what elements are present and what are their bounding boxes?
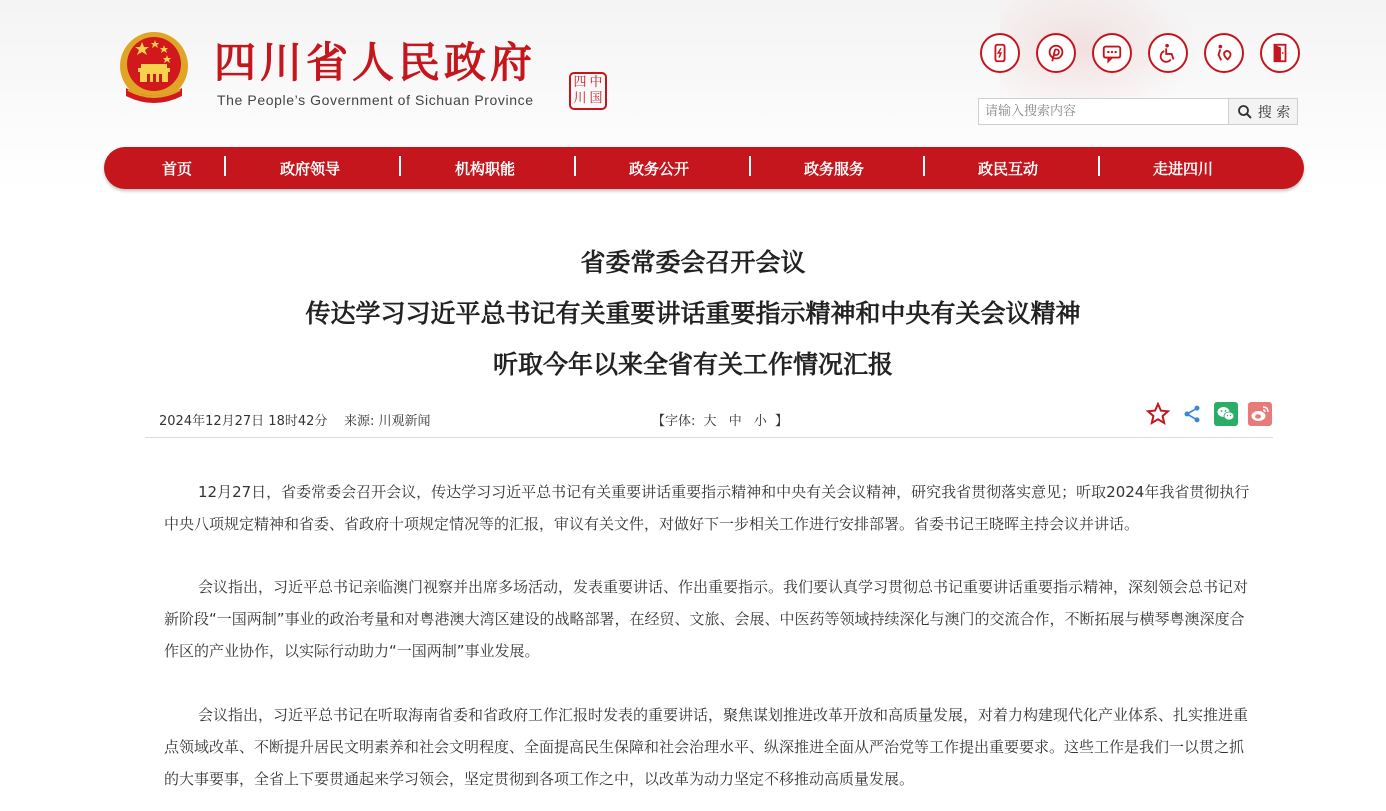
search-button[interactable] bbox=[1228, 99, 1297, 124]
mobile-icon[interactable] bbox=[980, 33, 1020, 73]
font-size-medium[interactable]: 中 bbox=[728, 414, 742, 429]
national-emblem-icon bbox=[114, 28, 194, 110]
accessibility-icon[interactable] bbox=[1148, 33, 1188, 73]
article-title-line-2: 传达学习习近平总书记有关重要讲话重要指示精神和中央有关会议精神 bbox=[305, 299, 1081, 328]
nav-item-open-gov[interactable]: 政务公开 bbox=[629, 160, 690, 178]
tool-icon-bar bbox=[980, 33, 1300, 73]
share-bar bbox=[1146, 402, 1272, 426]
exit-door-icon[interactable] bbox=[1260, 33, 1300, 73]
seal-char: 川 bbox=[573, 91, 587, 106]
publish-date: 2024年12月27日 18时42分 bbox=[159, 414, 328, 429]
article-title-line-3: 听取今年以来全省有关工作情况汇报 bbox=[492, 350, 893, 379]
nav-item-functions[interactable]: 机构职能 bbox=[455, 160, 516, 178]
font-size-prefix: 【字体: bbox=[652, 414, 696, 429]
nav-separator bbox=[923, 156, 925, 176]
site-subtitle: The People’s Government of Sichuan Province bbox=[217, 92, 534, 108]
article-paragraph: 会议指出，习近平总书记亲临澳门视察并出席多场活动，发表重要讲话、作出重要指示。我们要认真学习贯彻总书记重要讲话重要指示精神，深刻领会总书记对新阶段“一国两制”事业的政治考量和对粤港澳大湾区建设的战略部署，在经贸、文旅、会展、中医药等领域持续深化与澳门的交流合作，不断拓展与横琴粤澳深度合作区的产业协作，以实际行动助力“一国两制”事业发展。 bbox=[164, 578, 1249, 660]
nav-separator bbox=[574, 156, 576, 176]
font-size-small[interactable]: 小 bbox=[753, 414, 767, 429]
site-title: 四川省人民政府 bbox=[214, 38, 537, 87]
nav-item-interaction[interactable]: 政民互动 bbox=[978, 160, 1039, 178]
wechat-icon[interactable] bbox=[1214, 402, 1238, 426]
meta-divider bbox=[145, 437, 1273, 438]
share-icon[interactable] bbox=[1180, 402, 1204, 426]
seal-char: 国 bbox=[589, 91, 603, 106]
nav-item-about-sichuan[interactable]: 走进四川 bbox=[1153, 160, 1214, 178]
search-icon bbox=[1236, 103, 1254, 121]
search-box bbox=[978, 98, 1298, 125]
nav-separator bbox=[224, 156, 226, 176]
article-title-line-1: 省委常委会召开会议 bbox=[580, 248, 806, 277]
font-size-suffix: 】 bbox=[775, 414, 789, 429]
favorite-star-icon[interactable] bbox=[1146, 402, 1170, 426]
elderly-care-icon[interactable] bbox=[1204, 33, 1244, 73]
seal-char: 四 bbox=[573, 75, 587, 90]
article-paragraph: 12月27日，省委常委会召开会议，传达学习习近平总书记有关重要讲话重要指示精神和中央有关会议精神，研究我省贯彻落实意见；听取2024年我省贯彻执行中央八项规定精神和省委、省政府十项规定情况等的汇报，审议有关文件，对做好下一步相关工作进行安排部署。省委书记王晓晖主持会议并讲话。 bbox=[164, 483, 1250, 533]
message-icon[interactable] bbox=[1092, 33, 1132, 73]
font-size-selector bbox=[652, 410, 788, 429]
nav-separator bbox=[399, 156, 401, 176]
nav-separator bbox=[1098, 156, 1100, 176]
nav-item-leaders[interactable]: 政府领导 bbox=[280, 160, 341, 178]
pinterest-icon[interactable] bbox=[1036, 33, 1076, 73]
search-input[interactable] bbox=[979, 99, 1228, 124]
article-paragraph: 会议指出，习近平总书记在听取海南省委和省政府工作汇报时发表的重要讲话，聚焦谋划推进改革开放和高质量发展，对着力构建现代化产业体系、扎实推进重点领域改革、不断提升居民文明素养和社会文明程度、全面提高民生保障和社会治理水平、纵深推进全面从严治党等工作提出重要要求。这些工作是我们一以贯之抓的大事要事，全省上下要贯通起来学习领会，坚定贯彻到各项工作之中，以改革为动力坚定不移推动高质量发展。 bbox=[164, 706, 1249, 788]
seal-char: 中 bbox=[589, 75, 603, 90]
article-source: 来源: 川观新闻 bbox=[344, 414, 431, 429]
china-seal-logo bbox=[569, 72, 607, 110]
main-nav bbox=[104, 147, 1304, 189]
weibo-icon[interactable] bbox=[1248, 402, 1272, 426]
nav-item-home[interactable]: 首页 bbox=[162, 160, 193, 178]
font-size-large[interactable]: 大 bbox=[703, 414, 717, 429]
nav-item-services[interactable]: 政务服务 bbox=[804, 160, 865, 178]
nav-separator bbox=[749, 156, 751, 176]
search-button-label: 搜 索 bbox=[1257, 104, 1291, 121]
